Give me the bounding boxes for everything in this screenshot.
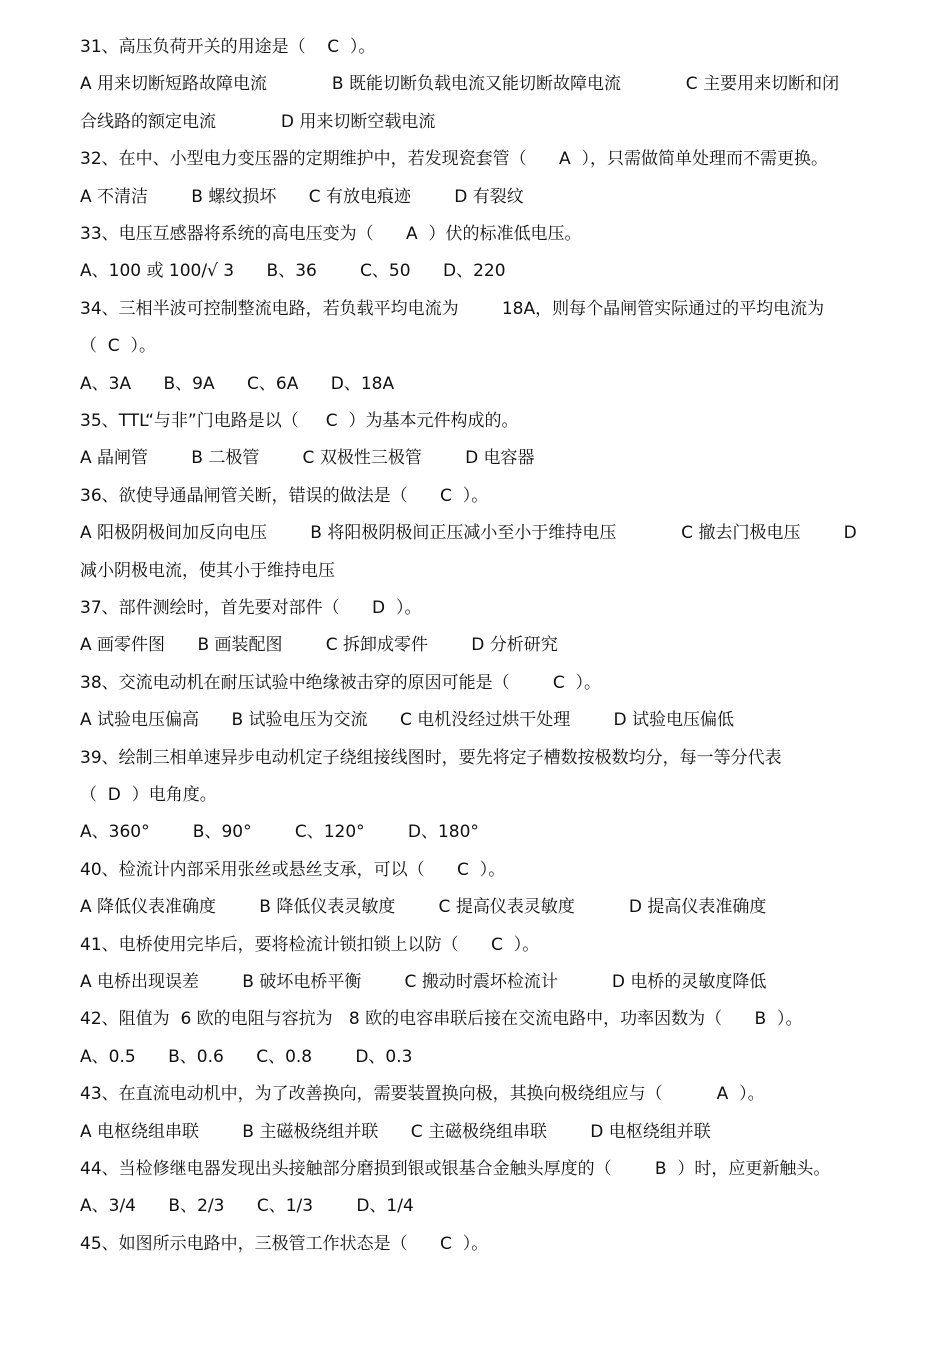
question-stem-line: 34、三相半波可控制整流电路，若负载平均电流为 18A，则每个晶闸管实际通过的平均电流为 — [80, 299, 825, 319]
answer-options-line: A 电桥出现误差 B 破坏电桥平衡 C 搬动时震坏检流计 D 电桥的灵敏度降低 — [80, 972, 767, 992]
answer-options-line: 合线路的额定电流 D 用来切断空载电流 — [80, 112, 436, 132]
question-stem-line: 36、欲使导通晶闸管关断，错误的做法是（ C ）。 — [80, 486, 489, 506]
answer-options-line: A 降低仪表准确度 B 降低仪表灵敏度 C 提高仪表灵敏度 D 提高仪表准确度 — [80, 897, 767, 917]
question-stem-line: 39、绘制三相单速异步电动机定子绕组接线图时，要先将定子槽数按极数均分，每一等分代表 — [80, 748, 782, 768]
question-stem-line: 35、TTL“与非”门电路是以（ C ）为基本元件构成的。 — [80, 411, 519, 431]
question-stem-line: 31、高压负荷开关的用途是（ C ）。 — [80, 37, 376, 57]
answer-options-line: A 画零件图 B 画装配图 C 拆卸成零件 D 分析研究 — [80, 635, 558, 655]
answer-options-line: A、100 或 100/√ 3 B、36 C、50 D、220 — [80, 261, 506, 281]
question-stem-line: 44、当检修继电器发现出头接触部分磨损到银或银基合金触头厚度的（ B ）时，应更新触头。 — [80, 1159, 831, 1179]
question-stem-line: 38、交流电动机在耐压试验中绝缘被击穿的原因可能是（ C ）。 — [80, 673, 602, 693]
answer-options-line: A 不清洁 B 螺纹损坏 C 有放电痕迹 D 有裂纹 — [80, 187, 524, 207]
question-stem-line: 32、在中、小型电力变压器的定期维护中，若发现瓷套管（ A ），只需做简单处理而不需更换。 — [80, 149, 828, 169]
answer-options-line: A 试验电压偏高 B 试验电压为交流 C 电机没经过烘干处理 D 试验电压偏低 — [80, 710, 734, 730]
question-stem-line: （ D ）电角度。 — [80, 785, 217, 805]
question-stem-line: 33、电压互感器将系统的高电压变为（ A ）伏的标准低电压。 — [80, 224, 582, 244]
question-stem-line: 42、阻值为 6 欧的电阻与容抗为 8 欧的电容串联后接在交流电路中，功率因数为（ B ）。 — [80, 1009, 803, 1029]
question-stem-line: 37、部件测绘时，首先要对部件（ D ）。 — [80, 598, 422, 618]
answer-options-line: A 阳极阴极间加反向电压 B 将阳极阴极间正压减小至小于维持电压 C 撤去门极电压 D — [80, 523, 857, 543]
question-stem-line: 45、如图所示电路中，三极管工作状态是（ C ）。 — [80, 1234, 489, 1254]
question-stem-line: 41、电桥使用完毕后，要将检流计锁扣锁上以防（ C ）。 — [80, 935, 540, 955]
answer-options-line: A 用来切断短路故障电流 B 既能切断负载电流又能切断故障电流 C 主要用来切断和闭 — [80, 74, 840, 94]
answer-options-line: A 晶闸管 B 二极管 C 双极性三极管 D 电容器 — [80, 448, 535, 468]
question-stem-line: 40、检流计内部采用张丝或悬丝支承，可以（ C ）。 — [80, 860, 506, 880]
answer-options-line: A、3A B、9A C、6A D、18A — [80, 374, 395, 394]
answer-options-line: A、0.5 B、0.6 C、0.8 D、0.3 — [80, 1047, 413, 1067]
answer-options-line: A 电枢绕组串联 B 主磁极绕组并联 C 主磁极绕组串联 D 电枢绕组并联 — [80, 1122, 711, 1142]
answer-options-line: A、3/4 B、2/3 C、1/3 D、1/4 — [80, 1196, 414, 1216]
question-stem-line: （ C ）。 — [80, 336, 156, 356]
question-stem-line: 43、在直流电动机中，为了改善换向，需要装置换向极，其换向极绕组应与（ A ）。 — [80, 1084, 765, 1104]
answer-options-line: 减小阴极电流，使其小于维持电压 — [80, 561, 335, 581]
answer-options-line: A、360° B、90° C、120° D、180° — [80, 822, 479, 842]
